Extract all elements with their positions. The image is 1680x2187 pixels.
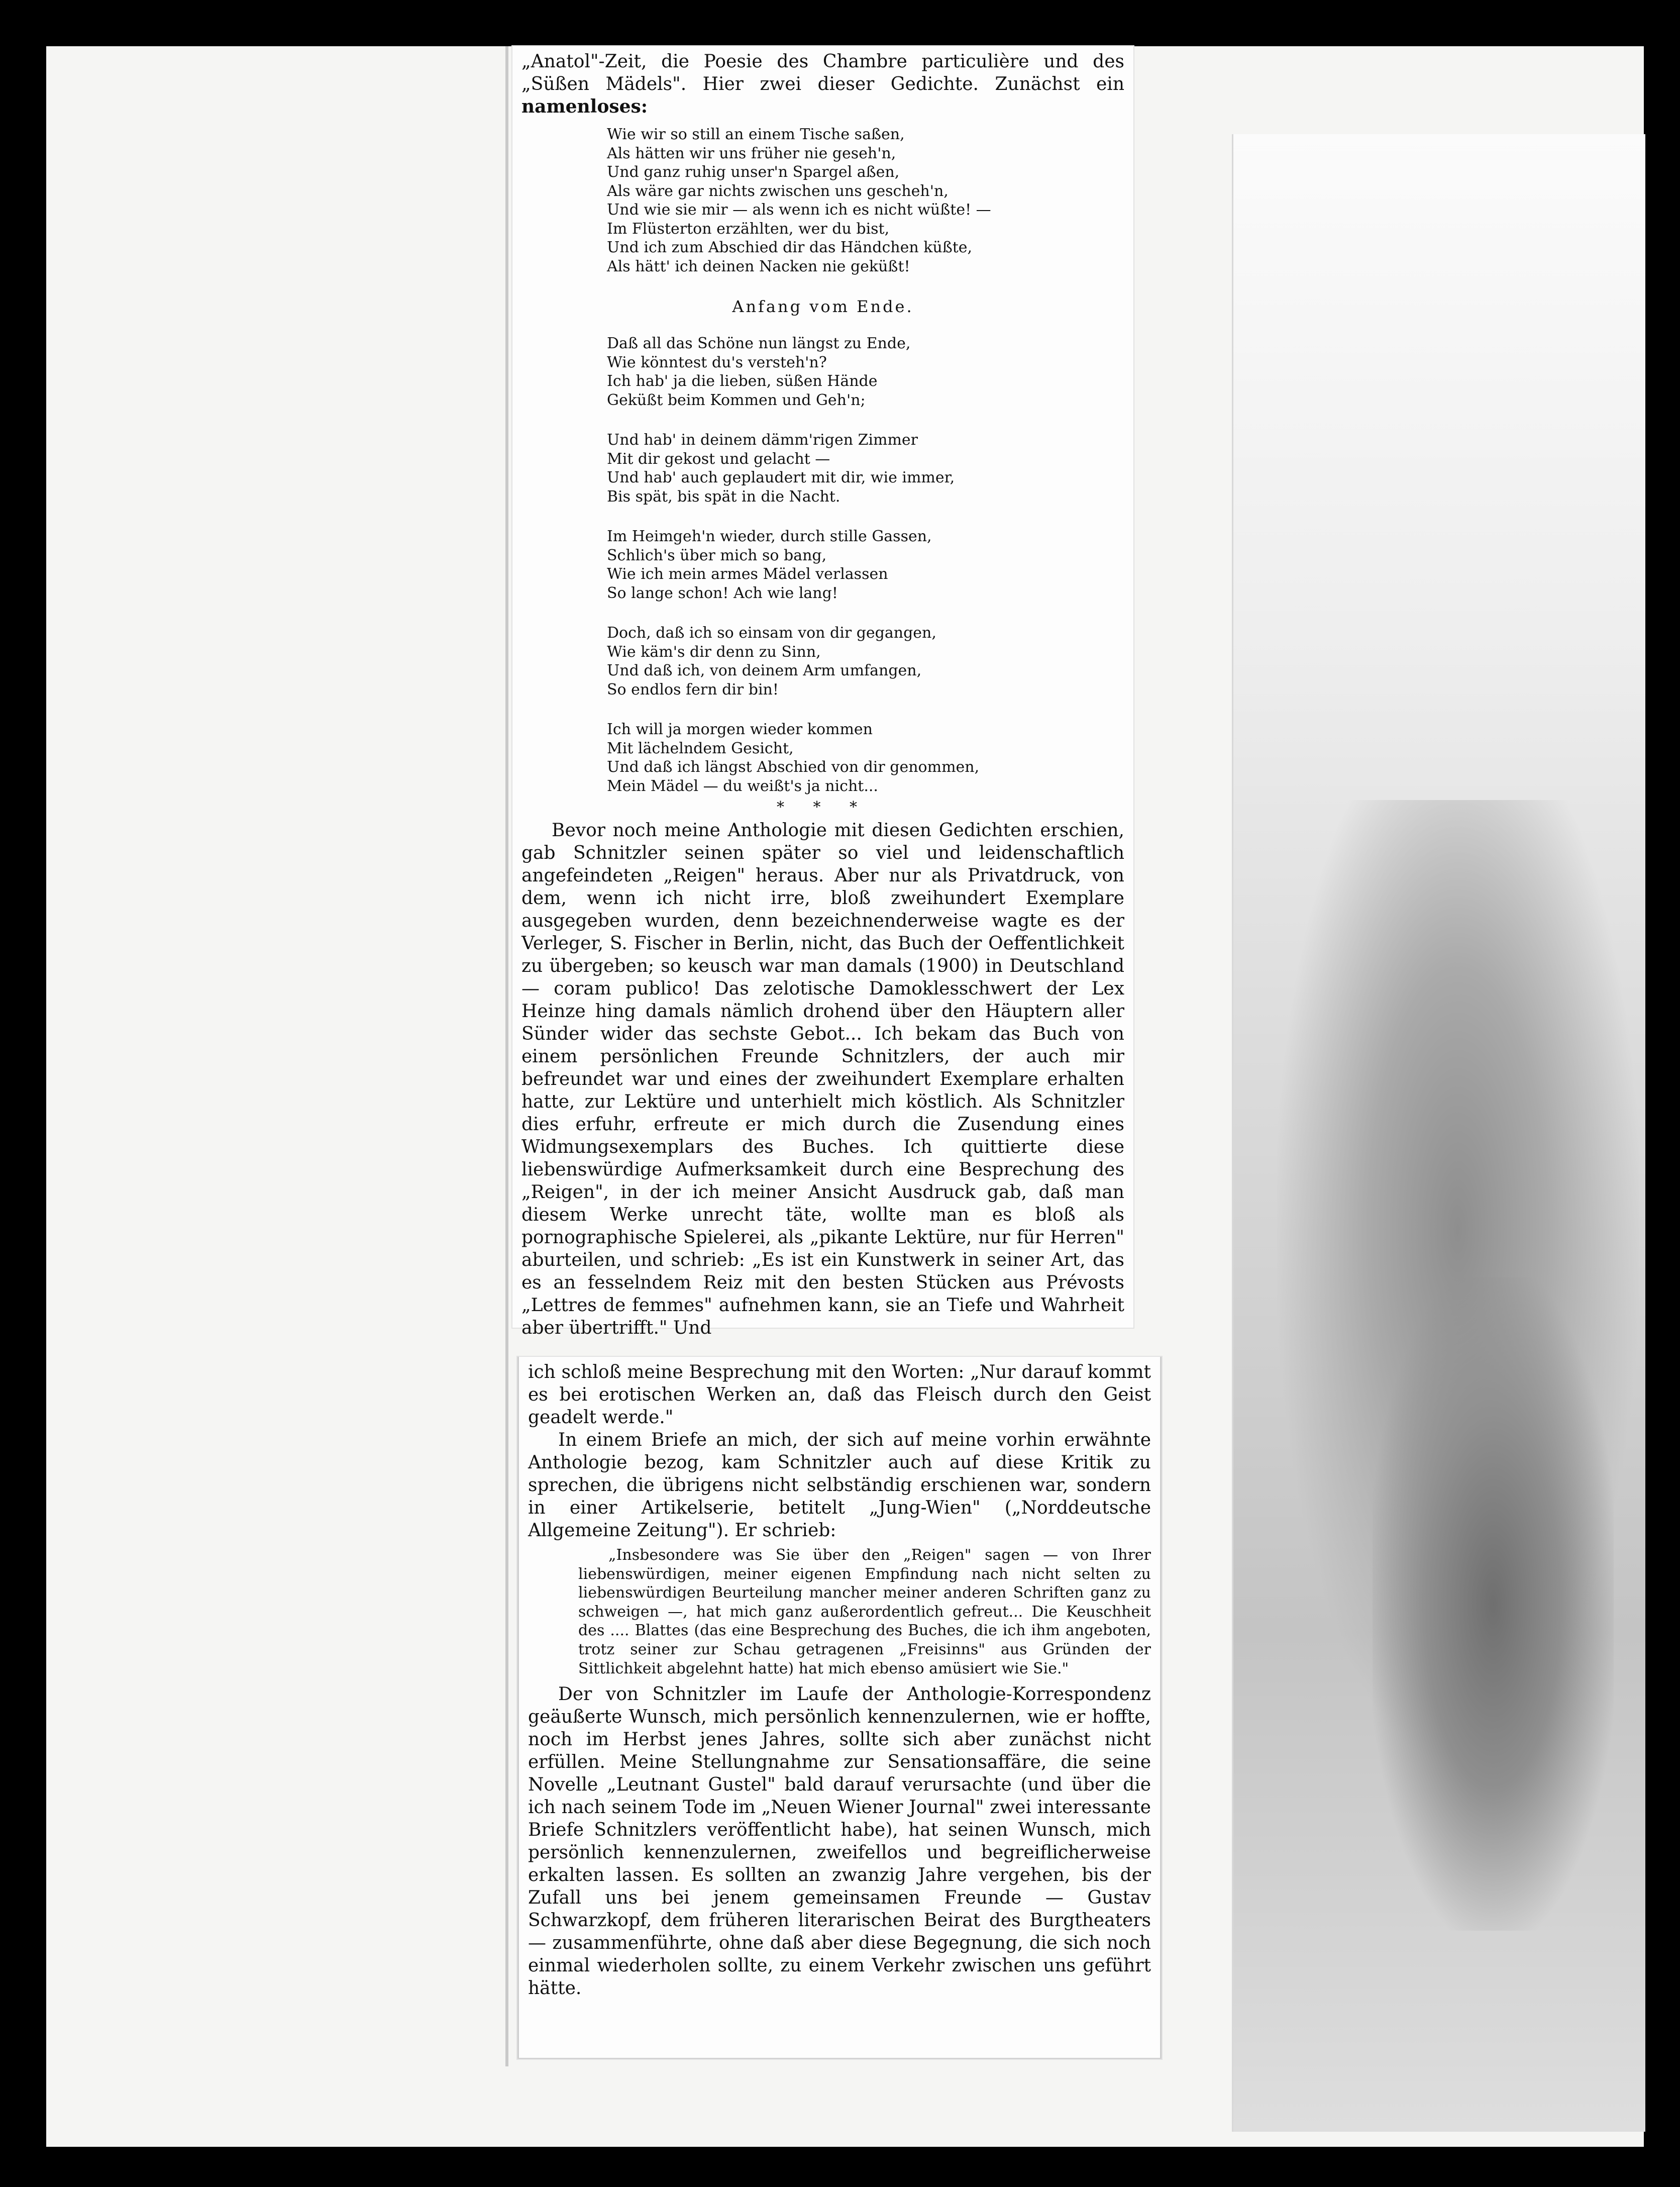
paragraph-meeting: Der von Schnitzler im Laufe der Anthologie-Korrespondenz geäußerte Wunsch, mich persönlich kennenzulernen, wie er hoffte, noch im Herbst jenes Jahres, sollte sich aber zunächst nicht erfüllen. Meine Stellungnahme zur Sensationsaffäre, die seine Novelle „Leutnant Gustel" bald darauf verursachte (und über die ich nach seinem Tode im „Neuen Wiener Journal" zwei interessante Briefe Schnitzlers veröffentlicht habe), hat seinen Wunsch, mich persönlich kennenzulernen, zweifellos und begreiflicherweise erkalten lassen. Es sollten an zwanzig Jahre vergehen, bis der Zufall uns bei jenem gemeinsamen Freunde — Gustav Schwarzkopf, dem früheren literarischen Beirat des Burgtheaters — zusammenführte, ohne daß aber diese Begegnung, die sich noch einmal wiederholen sollte, zu einem Verkehr zwischen uns geführt hätte.: [528, 1684, 1151, 1999]
intro-bold-word: namenloses:: [521, 96, 648, 117]
poem-line: Als hätten wir uns früher nie geseh'n,: [607, 144, 896, 162]
poem-stanza: [607, 431, 1124, 506]
poem-line: Und ich zum Abschied dir das Händchen küßte,: [607, 239, 973, 256]
poem-line: Als wäre gar nichts zwischen uns gescheh'n,: [607, 182, 949, 200]
poem-line: Im Heimgeh'n wieder, durch stille Gassen,: [607, 528, 932, 545]
poem-line: Und ganz ruhig unser'n Spargel aßen,: [607, 163, 900, 181]
poem-line: So endlos fern dir bin!: [607, 680, 779, 699]
poem-line: Im Flüsterton erzählten, wer du bist,: [607, 220, 890, 238]
letter-quote: [578, 1546, 1151, 1678]
poem-line: Daß all das Schöne nun längst zu Ende,: [607, 335, 911, 352]
poem-line: Als hätt' ich deinen Nacken nie geküßt!: [607, 257, 910, 275]
poem-line: So lange schon! Ach wie lang!: [607, 584, 838, 602]
section-separator: * * *: [776, 799, 870, 816]
poem-line: Ich hab' ja die lieben, süßen Hände: [607, 372, 878, 390]
newspaper-clipping-upper: [512, 46, 1133, 1338]
poem-line: Ich will ja morgen wieder kommen: [607, 721, 873, 738]
poem-line: Und hab' in deinem dämm'rigen Zimmer: [607, 431, 918, 449]
page-fold-line: [505, 46, 508, 2066]
poem-line: Doch, daß ich so einsam von dir gegangen,: [607, 624, 936, 642]
scan-shadow-dark: [1373, 1277, 1614, 1931]
poem-line: Mit dir gekost und gelacht —: [607, 450, 830, 468]
poem-line: Und daß ich, von deinem Arm umfangen,: [607, 662, 922, 679]
poem-stanza: [607, 527, 1124, 603]
newspaper-clipping-lower: [517, 1357, 1162, 2059]
poem-line: Wie ich mein armes Mädel verlassen: [607, 565, 888, 583]
quote-text: „Insbesondere was Sie über den „Reigen" sagen — von Ihrer liebenswürdigen, meiner eigenen Empfindung nach nicht selten zu liebenswürdigen Beurteilung mancher meiner anderen Schriften ganz zu schweigen —, hat mich ganz außerordentlich gefreut... Die Keuschheit des .... Blattes (das eine Besprechung des Buches, die ich ihm angeboten, trotz seiner zur Schau getragenen „Freisinns" aus Gründen der Sittlichkeit abgelehnt hatte) hat mich ebenso amüsiert wie Sie.": [578, 1546, 1151, 1677]
poem-line: Und hab' auch geplaudert mit dir, wie immer,: [607, 469, 955, 486]
poem-title: Anfang vom Ende.: [732, 297, 914, 316]
poem-stanza: [607, 720, 1124, 796]
poem-line: Und daß ich längst Abschied von dir genommen,: [607, 758, 980, 776]
poem-line: Schlich's über mich so bang,: [607, 546, 827, 564]
poem-line: Wie wir so still an einem Tische saßen,: [607, 126, 905, 143]
poem-line: Und wie sie mir — als wenn ich es nicht wüßte! —: [607, 201, 991, 219]
poem-line: Wie käm's dir denn zu Sinn,: [607, 643, 821, 661]
paragraph-letter: In einem Briefe an mich, der sich auf meine vorhin erwähnte Anthologie bezog, kam Schnitzler auch auf diese Kritik zu sprechen, die übrigens nicht selbständig erschienen war, sondern in einer Artikelserie, betitelt „Jung-Wien" („Norddeutsche Allgemeine Zeitung"). Er schrieb:: [528, 1430, 1151, 1541]
poem-untitled: [607, 125, 1124, 276]
paragraph-reigen: Bevor noch meine Anthologie mit diesen Gedichten erschien, gab Schnitzler seinen später so viel und leidenschaftlich angefeindeten „Reigen" heraus. Aber nur als Privatdruck, von dem, wenn ich nicht irre, bloß zweihundert Exemplare ausgegeben wurden, denn bezeichnenderweise wagte es der Verleger, S. Fischer in Berlin, nicht, das Buch der Oeffentlichkeit zu übergeben; so keusch war man damals (1900) in Deutschland — coram publico! Das zelotische Damoklesschwert der Lex Heinze hing damals nämlich drohend über den Häuptern aller Sünder wider das sechste Gebot... Ich bekam das Buch von einem persönlichen Freunde Schnitzlers, der auch mir befreundet war und eines der zweihundert Exemplare erhalten hatte, zur Lektüre und unterhielt mich köstlich. Als Schnitzler dies erfuhr, erfreute er mich durch die Zusendung eines Widmungsexemplars des Buches. Ich quittierte diese liebenswürdige Aufmerksamkeit durch eine Besprechung des „Reigen", in der ich meiner Ansicht Ausdruck gab, daß man diesem Werke unrecht täte, wollte man es bloß als pornographische Spielerei, als „pikante Lektüre, nur für Herren" aburteilen, und schrieb: „Es ist ein Kunstwerk in seiner Art, das es an fesselndem Reiz mit den besten Stücken aus Prévosts „Lettres de femmes" aufnehmen kann, sie an Tiefe und Wahrheit aber übertrifft." Und: [521, 820, 1124, 1338]
intro-paragraph: [521, 50, 1124, 118]
poem-stanza: [607, 334, 1124, 410]
poem-line: Mein Mädel — du weißt's ja nicht...: [607, 777, 878, 795]
poem-line: Bis spät, bis spät in die Nacht.: [607, 487, 841, 506]
poem-stanza: [607, 624, 1124, 699]
poem-line: Wie könntest du's versteh'n?: [607, 353, 827, 371]
intro-text: „Anatol"-Zeit, die Poesie des Chambre particulière und des „Süßen Mädels". Hier zwei dieser Gedichte. Zunächst ein: [521, 51, 1124, 94]
poem-line: Mit lächelndem Gesicht,: [607, 739, 794, 757]
paragraph-closing-review: ich schloß meine Besprechung mit den Worten: „Nur darauf kommt es bei erotischen Werken an, daß das Fleisch durch den Geist geadelt werde.": [528, 1362, 1151, 1428]
poem-line: Geküßt beim Kommen und Geh'n;: [607, 391, 866, 409]
